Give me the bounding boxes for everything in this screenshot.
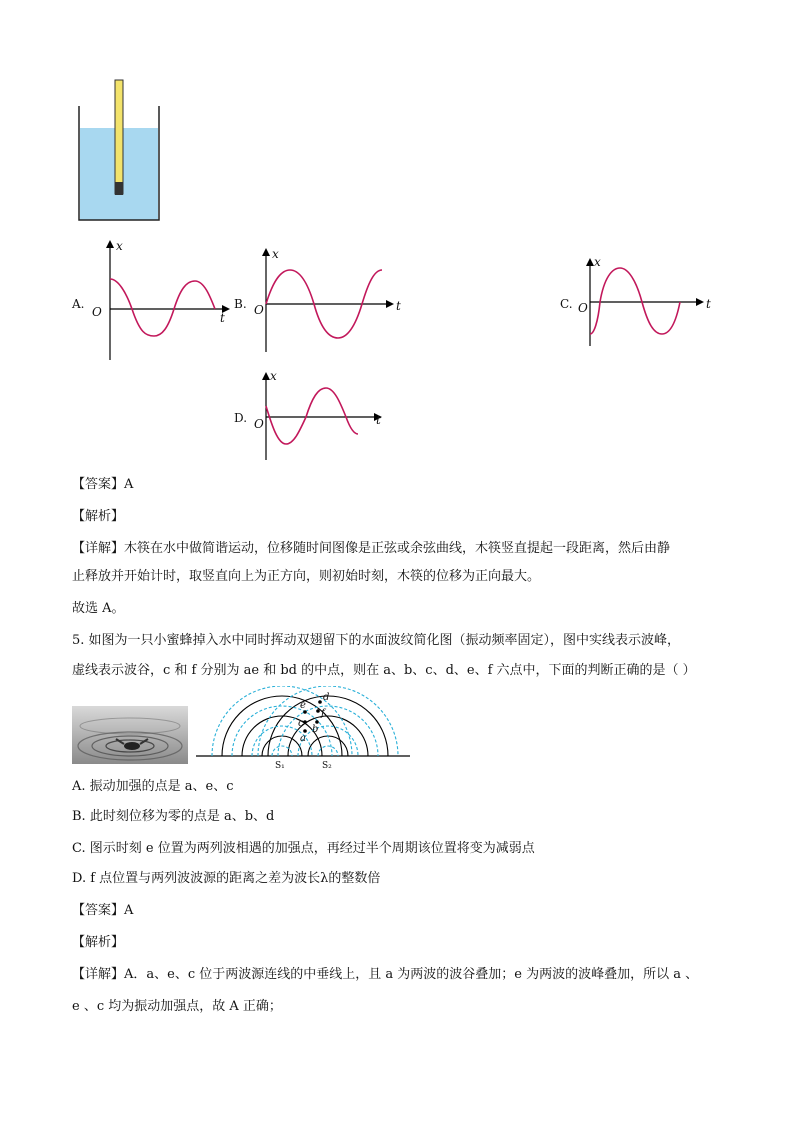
graph-option-c: [556, 252, 726, 352]
label-s1: S₁: [275, 761, 285, 770]
label-f: f: [321, 708, 325, 719]
q5-option-b: B. 此时刻位移为零的点是 a、b、d: [72, 809, 275, 824]
q4-conclusion: 故选 A。: [72, 601, 125, 616]
q5-option-c: C. 图示时刻 e 位置为两列波相遇的加强点，再经过半个周期该位置将变为减弱点: [72, 841, 535, 856]
detail-tag: 【详解】: [72, 967, 125, 982]
q4-answer-line: [72, 476, 133, 494]
q4-detail-line2: 止释放并开始计时，取竖直向上为正方向，则初始时刻，木筷的位移为正向最大。: [72, 569, 541, 584]
origin-label: O: [254, 417, 264, 431]
option-b-label: B.: [234, 297, 247, 311]
origin-label: O: [254, 303, 264, 317]
graph-option-b: [230, 236, 410, 366]
q5-detail-line1: [72, 966, 698, 984]
q5-stem-line2: 虚线表示波谷，c 和 f 分别为 ae 和 bd 的中点，则在 a、b、c、d、e、f 六点中，下面的判断正确的是（ ）: [72, 663, 696, 678]
t-axis-label: t: [220, 311, 225, 325]
label-a: a: [300, 733, 306, 744]
graph-option-d: [230, 368, 400, 464]
point-f: [316, 709, 320, 713]
q4-detail-line1: [72, 540, 670, 558]
answer-value: A: [124, 903, 134, 918]
answer-tag: 【答案】: [72, 477, 125, 492]
x-axis-label: x: [270, 369, 277, 383]
point-d: [318, 700, 322, 704]
chopstick: [115, 80, 123, 194]
q5-detail-line2: e 、c 均为振动加强点，故 A 正确；: [72, 999, 282, 1014]
answer-value: A: [124, 477, 134, 492]
q5-option-a: A. 振动加强的点是 a、e、c: [72, 779, 234, 794]
bee: [124, 742, 140, 750]
label-e: e: [300, 700, 306, 711]
point-c: [303, 720, 307, 724]
label-b: b: [312, 724, 319, 735]
bee-water-photo: [72, 706, 188, 764]
detail-text: 木筷在水中做简谐运动，位移随时间图像是正弦或余弦曲线，木筷竖直提起一段距离，然后由静: [124, 541, 671, 556]
x-arrow: [106, 240, 114, 248]
label-c: c: [298, 718, 304, 729]
option-c-label: C.: [560, 297, 573, 311]
x-axis-label: x: [272, 247, 279, 261]
q5-analysis-tag: 【解析】: [72, 935, 125, 950]
q4-analysis-tag: 【解析】: [72, 509, 125, 524]
t-axis-label: t: [396, 299, 401, 313]
t-axis-label: t: [706, 297, 711, 311]
label-d: d: [323, 692, 330, 703]
detail-text: A．a、e、c 位于两波源连线的中垂线上，且 a 为两波的波谷叠加；e 为两波的波峰叠加，所以 a 、: [124, 967, 699, 982]
origin-label: O: [578, 301, 588, 315]
curve-c: [590, 268, 680, 334]
q5-answer-line: [72, 902, 133, 920]
answer-tag: 【答案】: [72, 903, 125, 918]
wave-interference-diagram: [192, 686, 414, 770]
detail-tag: 【详解】: [72, 541, 125, 556]
beaker-figure: [72, 76, 164, 224]
origin-label: O: [92, 305, 102, 319]
option-d-label: D.: [234, 411, 248, 425]
option-a-label: A.: [72, 297, 85, 311]
chopstick-weight: [115, 182, 123, 195]
t-axis-label: t: [376, 413, 381, 427]
q5-stem-line1: 5. 如图为一只小蜜蜂掉入水中同时挥动双翅留下的水面波纹简化图（振动频率固定），图中实线表示波峰，: [72, 633, 681, 648]
curve-d: [266, 388, 358, 444]
graph-option-a: [70, 236, 240, 366]
curve-a: [110, 279, 215, 336]
x-axis-label: x: [116, 239, 123, 253]
q5-option-d: D. f 点位置与两列波波源的距离之差为波长λ的整数倍: [72, 871, 381, 886]
x-axis-label: x: [594, 255, 601, 269]
label-s2: S₂: [322, 761, 332, 770]
